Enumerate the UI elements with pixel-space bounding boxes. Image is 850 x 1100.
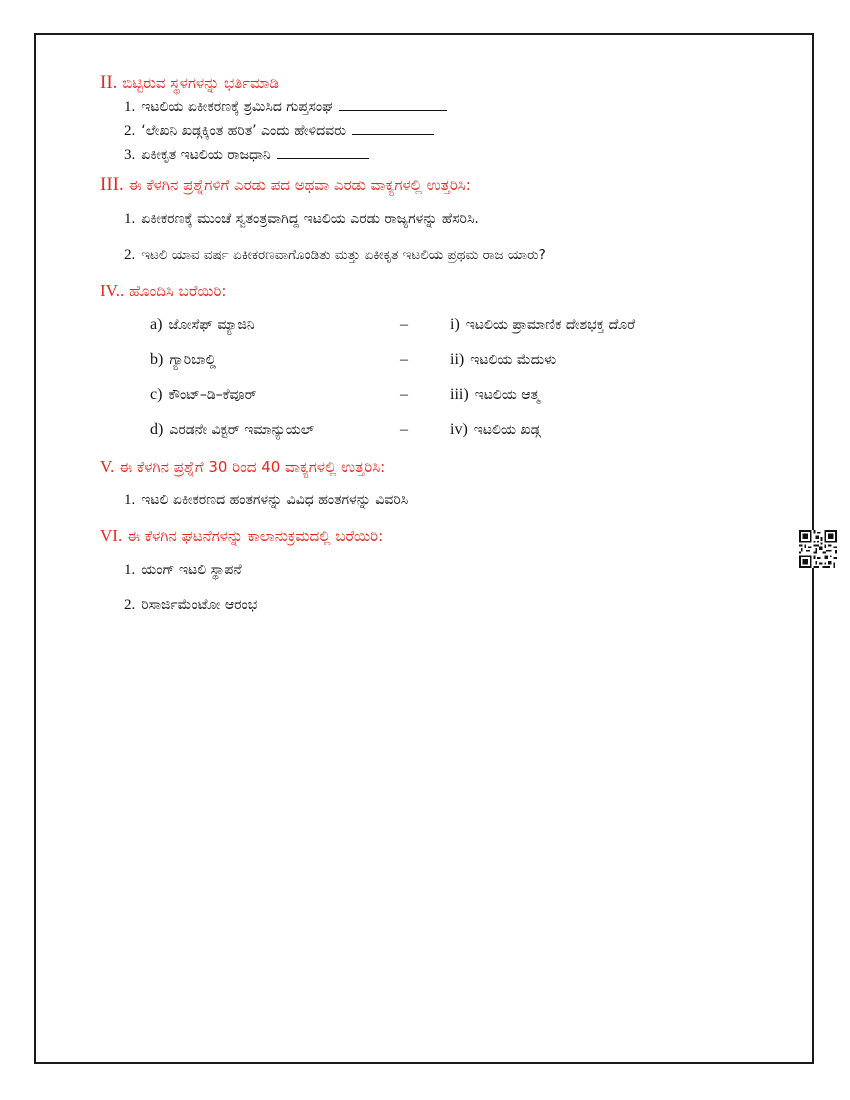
short-answer-item-1: 1. ಏಕೀಕರಣಕ್ಕೆ ಮುಂಚೆ ಸ್ವತಂತ್ರವಾಗಿದ್ದ ಇಟಲಿಯ ಎರಡು ರಾಜ್ಯಗಳನ್ನು ಹೆಸರಿಸಿ. <box>124 211 479 227</box>
qr-code-icon <box>799 530 837 568</box>
answer-blank[interactable] <box>339 98 447 111</box>
section-heading-long-answer: V. ಈ ಕೆಳಗಿನ ಪ್ರಶ್ನೆಗೆ 30 ರಿಂದ 40 ವಾಕ್ಯಗಳಲ್ಲಿ ಉತ್ತರಿಸಿ: <box>100 457 386 476</box>
long-answer-item-1: 1. ಇಟಲಿ ಏಕೀಕರಣದ ಹಂತಗಳನ್ನು ವಿವಿಧ ಹಂತಗಳನ್ನು ವಿವರಿಸಿ <box>124 492 409 508</box>
answer-blank[interactable] <box>352 122 434 135</box>
chronology-item-1: 1. ಯಂಗ್ ಇಟಲಿ ಸ್ಥಾಪನೆ <box>124 562 242 578</box>
chronology-item-2: 2. ರಿಸಾರ್ಜಿಮೆಂಟೋ ಆರಂಭ <box>124 597 258 613</box>
fill-blank-item-3: 3. ಏಕೀಕೃತ ಇಟಲಿಯ ರಾಜಧಾನಿ <box>124 146 369 164</box>
section-heading-fill-blanks: II. ಬಿಟ್ಟಿರುವ ಸ್ಥಳಗಳನ್ನು ಭರ್ತಿಮಾಡಿ <box>100 72 280 93</box>
section-heading-short-answer: III. ಈ ಕೆಳಗಿನ ಪ್ರಶ್ನೆಗಳಿಗೆ ಎರಡು ಪದ ಅಥವಾ ಎರಡು ವಾಕ್ಯಗಳಲ್ಲಿ ಉತ್ತರಿಸಿ: <box>100 174 471 195</box>
section-heading-match: IV.. ಹೊಂದಿಸಿ ಬರೆಯಿರಿ: <box>100 281 227 300</box>
section-heading-chronology: VI. ಈ ಕೆಳಗಿನ ಘಟನೆಗಳನ್ನು ಕಾಲಾನುಕ್ರಮದಲ್ಲಿ ಬರೆಯಿರಿ: <box>100 526 384 545</box>
fill-blank-item-2: 2. ‘ಲೇಖನಿ ಖಡ್ಗಕ್ಕಿಂತ ಹರಿತ’ ಎಂದು ಹೇಳಿದವರು <box>124 122 434 140</box>
answer-blank[interactable] <box>277 146 369 159</box>
short-answer-item-2: 2. ಇಟಲಿ ಯಾವ ವರ್ಷ ಏಕೀಕರಣವಾಗೊಂಡಿತು ಮತ್ತು ಏಕೀಕೃತ ಇಟಲಿಯ ಪ್ರಥಮ ರಾಜ ಯಾರು? <box>124 247 546 263</box>
fill-blank-item-1: 1. ಇಟಲಿಯ ಏಕೀಕರಣಕ್ಕೆ ಶ್ರಮಿಸಿದ ಗುಪ್ತಸಂಘ <box>124 98 447 116</box>
